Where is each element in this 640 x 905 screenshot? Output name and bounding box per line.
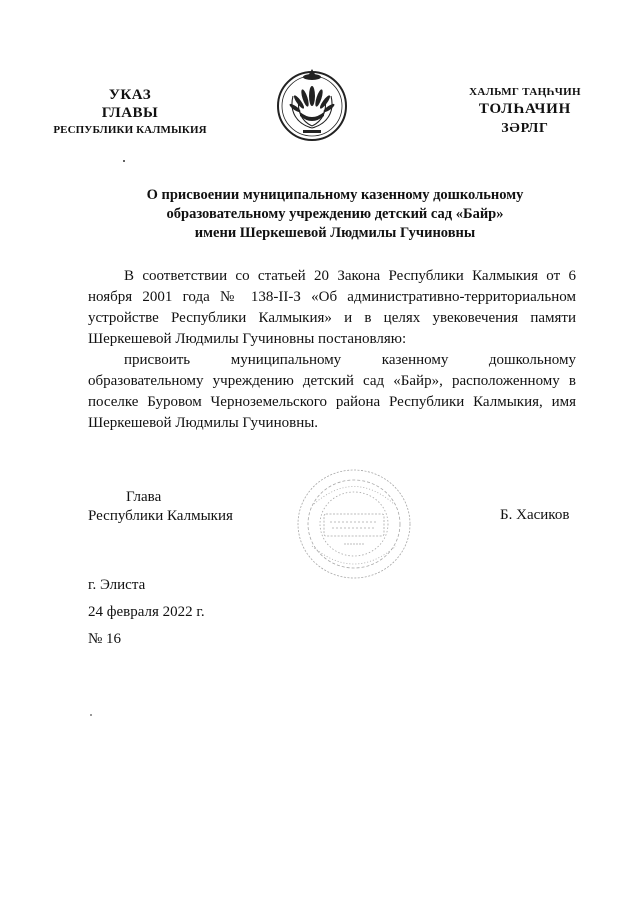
decree-number: № 16 [88, 631, 122, 647]
republic-label: РЕСПУБЛИКИ КАЛМЫКИЯ [53, 124, 207, 136]
head-label: ГЛАВЫ [101, 105, 159, 121]
title-line: образовательному учреждению детский сад «Байр» [166, 206, 504, 222]
signatory-name: Б. Хасиков [500, 507, 570, 523]
document-title [90, 186, 580, 243]
coat-of-arms-icon [275, 66, 349, 144]
scan-mark [90, 714, 92, 716]
kalmyk-header-line2: ТОЛҺАЧИН [478, 101, 572, 117]
signatory-title-line2: Республики Калмыкия [88, 508, 233, 524]
signatory-title-line1: Глава [126, 489, 162, 505]
decree-label: УКАЗ [108, 87, 152, 103]
header-right-block [440, 84, 610, 138]
issue-details [88, 572, 205, 653]
issue-date: 24 февраля 2022 г. [88, 604, 205, 620]
title-line: имени Шеркешевой Людмилы Гучиновны [194, 225, 476, 241]
kalmyk-header-line1: ХАЛЬМГ ТАҢҺЧИН [469, 86, 581, 98]
header-left-block [30, 86, 230, 138]
official-stamp-icon [294, 464, 414, 584]
issue-city: г. Элиста [88, 577, 146, 593]
body-paragraph: присвоить муниципальному казенному дошкольному образовательному учреждению детский сад «Байр», расположенному в поселке Буровом Черноземельского района Республики Калмыкия, имя Шеркешевой Людмилы Гучиновны. [88, 352, 576, 431]
kalmyk-header-line3: ЗӘРЛГ [501, 121, 549, 136]
decree-body [88, 266, 576, 434]
title-line: О присвоении муниципальному казенному дошкольному [146, 187, 524, 203]
body-paragraph: В соответствии со статьей 20 Закона Республики Калмыкия от 6 ноября 2001 года № 138-II-З «Об административно-территориальном устройстве Республики Калмыкия» и в целях увековечения памяти Шеркешевой Людмилы Гучиновны постановляю: [88, 268, 576, 347]
signatory-title [88, 488, 233, 526]
scan-dot [123, 160, 125, 162]
